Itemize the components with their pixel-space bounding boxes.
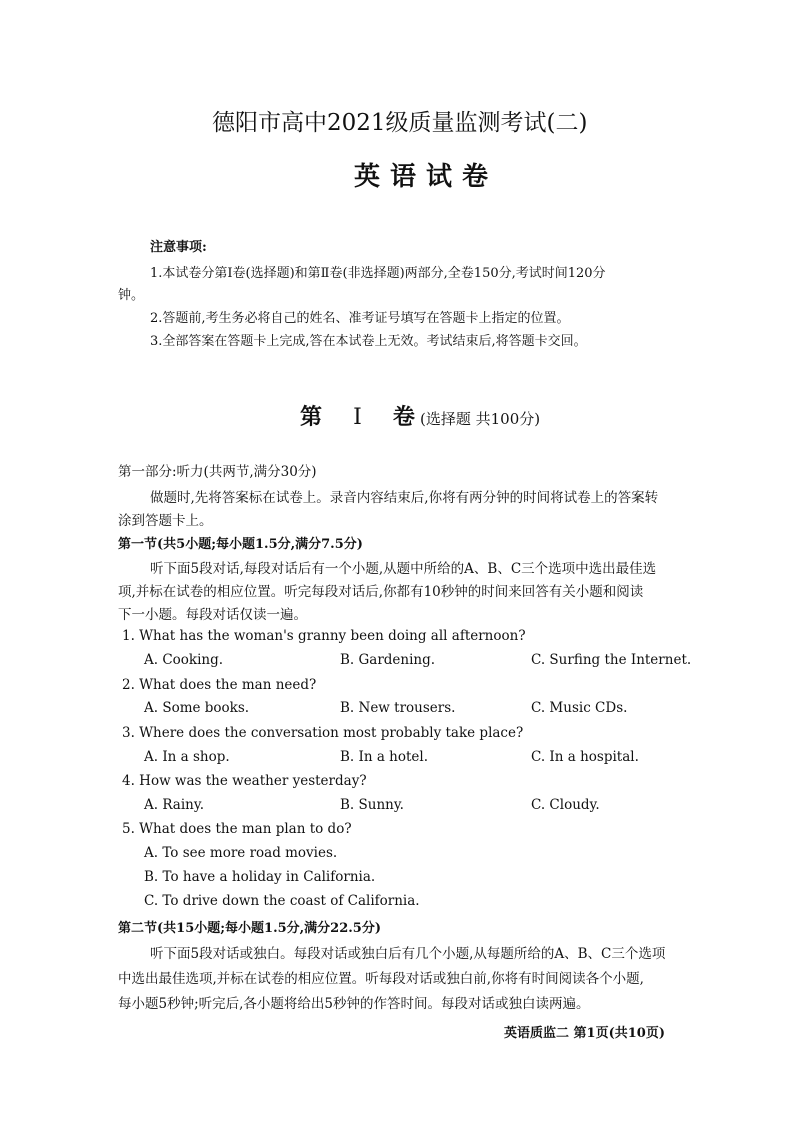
question-1: 1. What has the woman's granny been doing all afternoon? <box>122 628 526 644</box>
section1-instr-line-1: 听下面5段对话,每段对话后有一个小题,从题中所给的A、B、C三个选项中选出最佳选 <box>150 561 657 577</box>
question-1-option-b: B. Gardening. <box>340 652 436 668</box>
volume-number: Ⅰ <box>353 405 362 430</box>
question-3: 3. Where does the conversation most probably take place? <box>122 725 524 741</box>
question-5-option-a: A. To see more road movies. <box>144 845 338 861</box>
question-1-option-a: A. Cooking. <box>144 652 224 668</box>
section2-instr-line-3: 每小题5秒钟;听完后,各小题将给出5秒钟的作答时间。每段对话或独白读两遍。 <box>118 996 590 1012</box>
question-5: 5. What does the man plan to do? <box>122 821 352 837</box>
exam-title: 德阳市高中2021级质量监测考试(二) <box>212 110 588 136</box>
volume-di: 第 <box>300 404 323 430</box>
section2-instr-line-2: 中选出最佳选项,并标在试卷的相应位置。听每段对话或独白前,你将有时间阅读各个小题, <box>118 971 644 987</box>
question-3-option-a: A. In a shop. <box>144 749 230 765</box>
question-5-option-b: B. To have a holiday in California. <box>144 869 376 885</box>
notes-item-1-line-2: 钟。 <box>118 288 145 303</box>
question-4-option-b: B. Sunny. <box>340 797 404 813</box>
question-5-option-c: C. To drive down the coast of California. <box>144 893 420 909</box>
question-4: 4. How was the weather yesterday? <box>122 773 367 789</box>
part1-heading: 第一部分:听力(共两节,满分30分) <box>118 464 317 480</box>
part1-intro-line-2: 涂到答题卡上。 <box>118 513 213 529</box>
section1-heading: 第一节(共5小题;每小题1.5分,满分7.5分) <box>118 537 363 552</box>
question-2-option-a: A. Some books. <box>144 700 250 716</box>
notes-item-3: 3.全部答案在答题卡上完成,答在本试卷上无效。考试结束后,将答题卡交回。 <box>150 334 587 349</box>
question-4-option-c: C. Cloudy. <box>531 797 600 813</box>
volume-note: (选择题 共100分) <box>420 410 541 428</box>
question-2: 2. What does the man need? <box>122 677 317 693</box>
page-footer: 英语质监二 第1页(共10页) <box>504 1026 665 1041</box>
question-3-option-c: C. In a hospital. <box>531 749 639 765</box>
section1-instr-line-3: 下一小题。每段对话仅读一遍。 <box>118 607 307 623</box>
question-2-option-b: B. New trousers. <box>340 700 456 716</box>
part1-intro-line-1: 做题时,先将答案标在试卷上。录音内容结束后,你将有两分钟的时间将试卷上的答案转 <box>150 490 659 506</box>
section2-instr-line-1: 听下面5段对话或独白。每段对话或独白后有几个小题,从每题所给的A、B、C三个选项 <box>150 946 666 962</box>
volume-heading <box>300 400 540 431</box>
section1-instr-line-2: 项,并标在试卷的相应位置。听完每段对话后,你都有10秒钟的时间来回答有关小题和阅读 <box>118 584 644 600</box>
notes-item-1-line-1: 1.本试卷分第Ⅰ卷(选择题)和第Ⅱ卷(非选择题)两部分,全卷150分,考试时间120分 <box>150 266 606 281</box>
notes-heading: 注意事项: <box>150 240 207 255</box>
question-2-option-c: C. Music CDs. <box>531 700 628 716</box>
notes-item-2: 2.答题前,考生务必将自己的姓名、准考证号填写在答题卡上指定的位置。 <box>150 311 570 326</box>
section2-heading: 第二节(共15小题;每小题1.5分,满分22.5分) <box>118 921 381 936</box>
question-4-option-a: A. Rainy. <box>144 797 204 813</box>
question-3-option-b: B. In a hotel. <box>340 749 429 765</box>
question-1-option-c: C. Surfing the Internet. <box>531 652 692 668</box>
exam-subtitle: 英语试卷 <box>354 162 499 192</box>
volume-juan: 卷 <box>392 404 415 430</box>
